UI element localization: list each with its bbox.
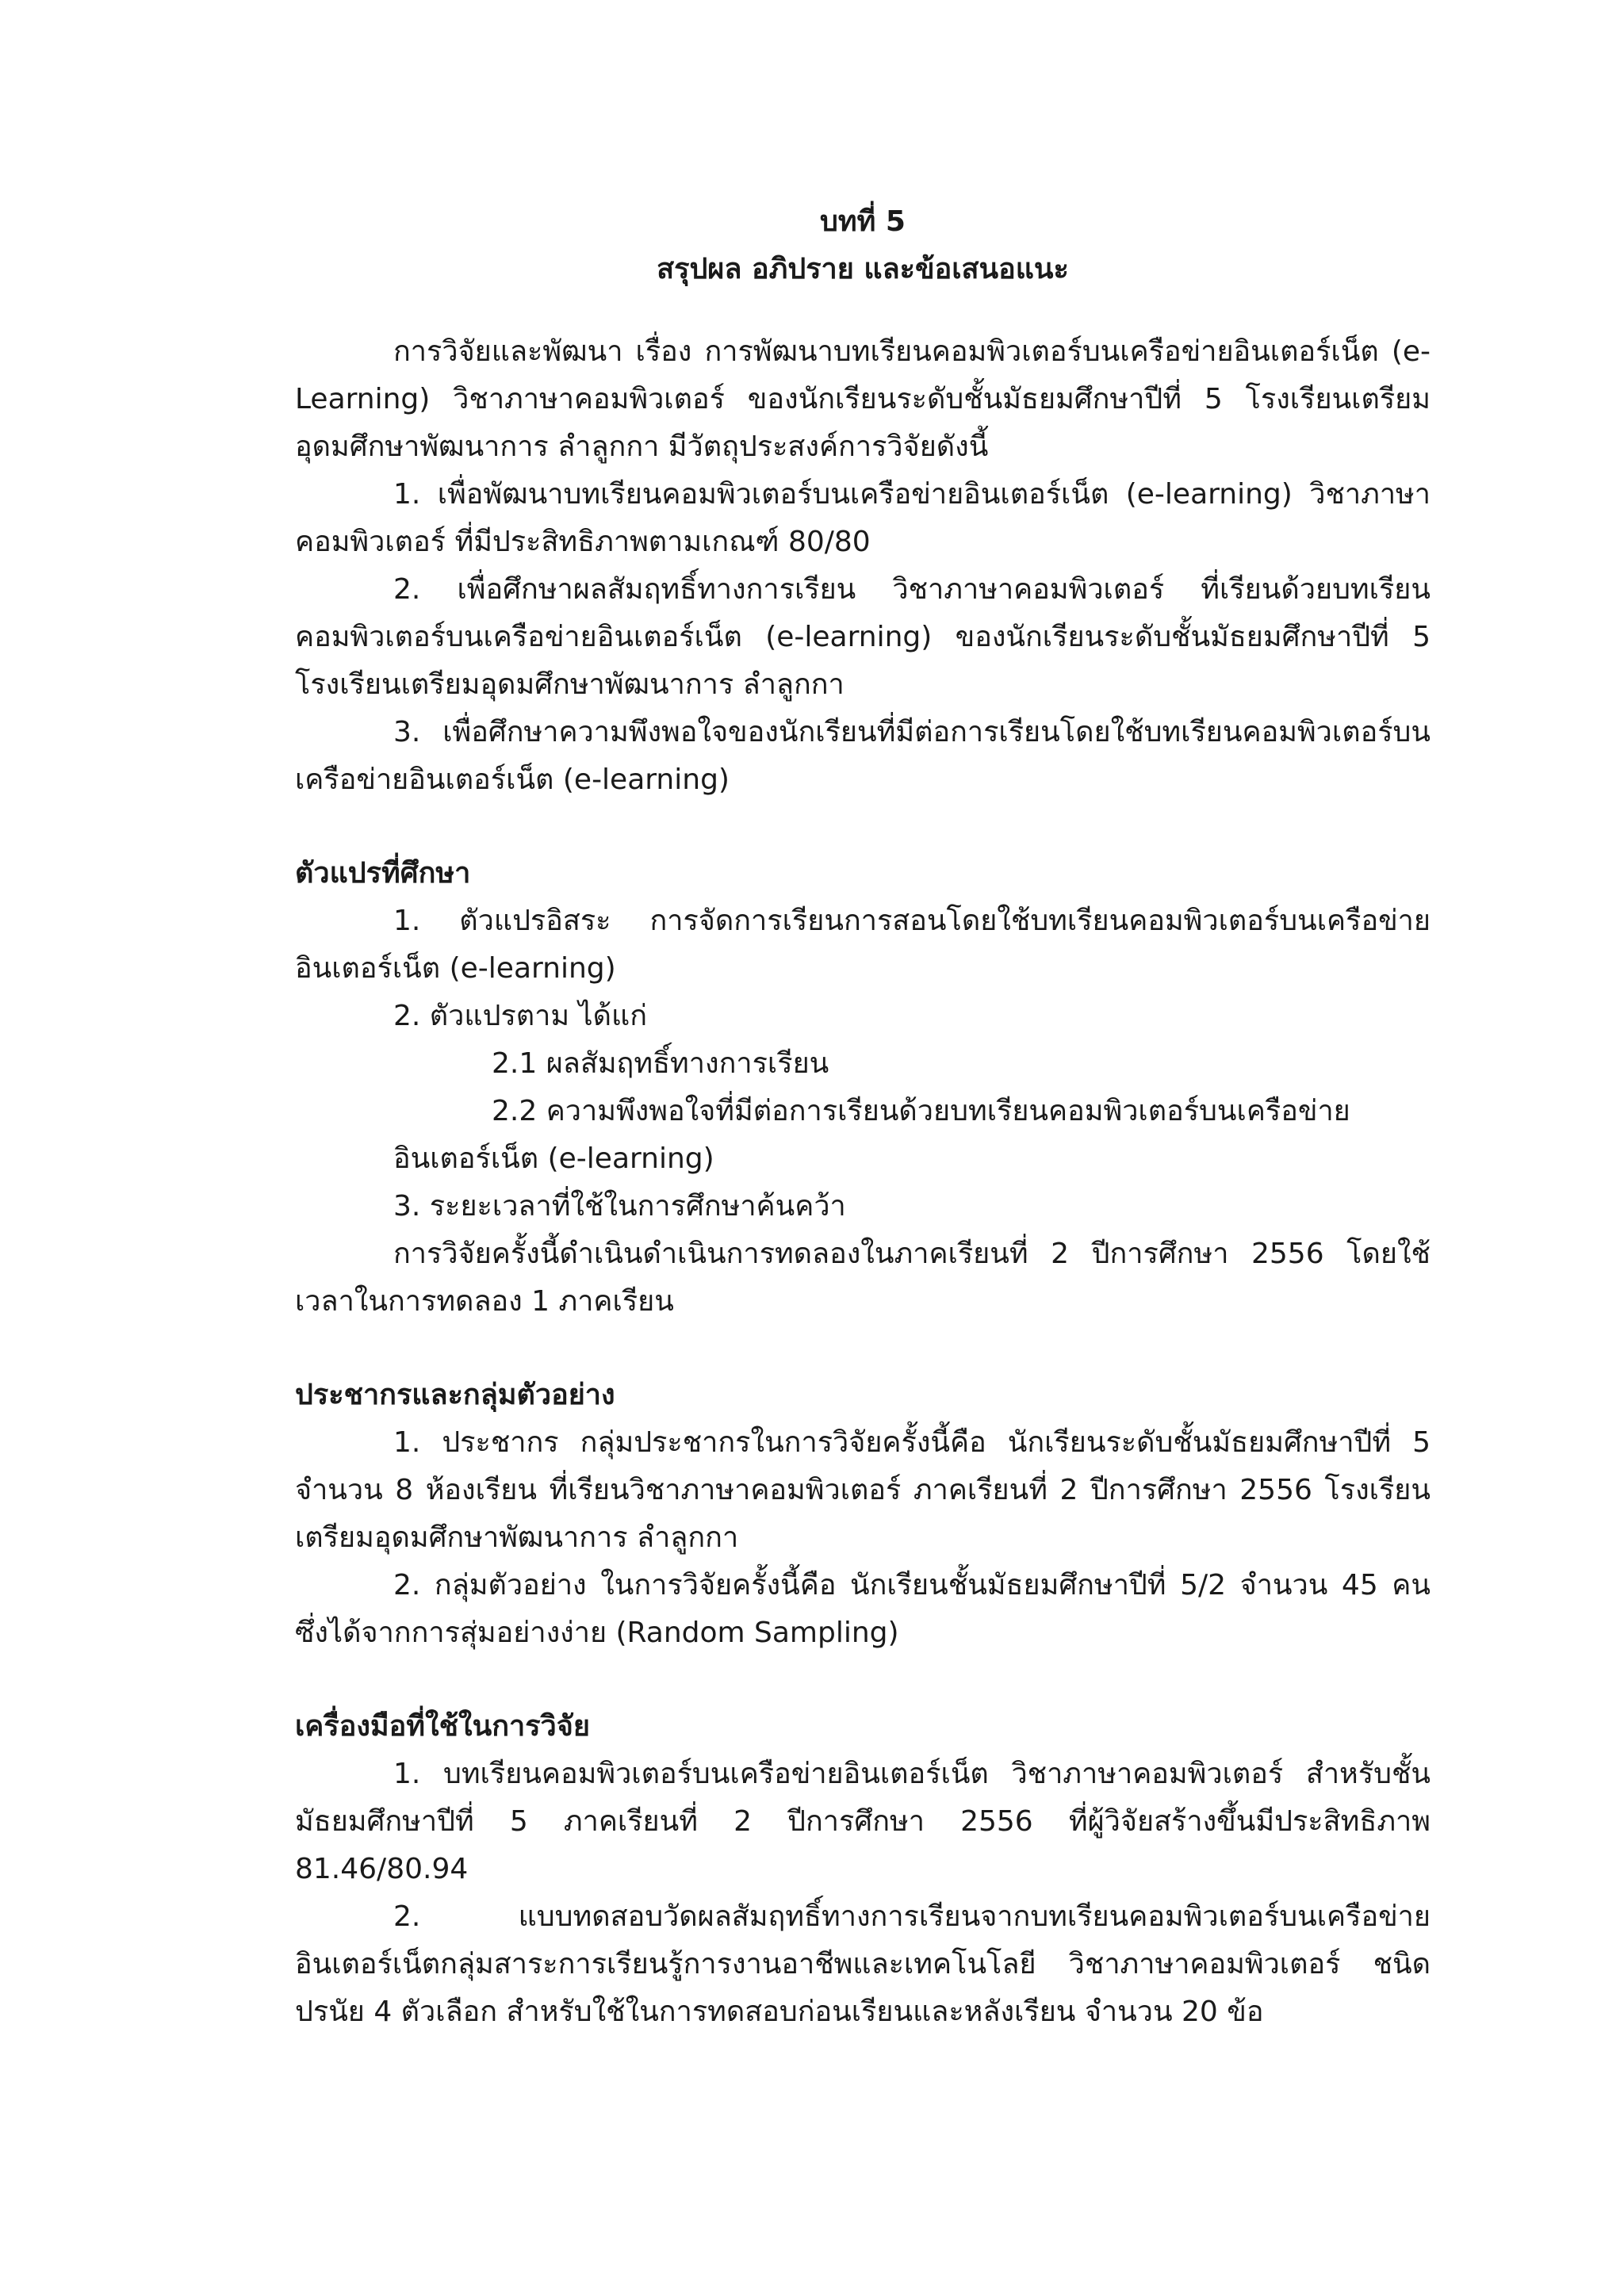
duration-paragraph: การวิจัยครั้งนี้ดำเนินดำเนินการทดลองในภาคเรียนที่ 2 ปีการศึกษา 2556 โดยใช้เวลาในการทดลอง 1 ภาคเรียน xyxy=(295,1238,1431,1318)
sample-item: 2. กลุ่มตัวอย่าง ในการวิจัยครั้งนี้คือ นักเรียนชั้นมัธยมศึกษาปีที่ 5/2 จำนวน 45 คน ซึ่งได้จากการสุ่มอย่างง่าย (Random Sampling) xyxy=(295,1569,1431,1649)
variable-duration: 3. ระยะเวลาที่ใช้ในการศึกษาค้นคว้า xyxy=(393,1190,846,1223)
chapter-number: บทที่ 5 xyxy=(820,205,906,238)
chapter-title: สรุปผล อภิปราย และข้อเสนอแนะ xyxy=(657,253,1069,285)
section-heading-tools: เครื่องมือที่ใช้ในการวิจัย xyxy=(295,1710,590,1743)
section-heading-population: ประชากรและกลุ่มตัวอย่าง xyxy=(295,1379,615,1411)
objective-item: 1. เพื่อพัฒนาบทเรียนคอมพิวเตอร์บนเครือข่ายอินเตอร์เน็ต (e-learning) วิชาภาษาคอมพิวเตอร์ ที่มีประสิทธิภาพตามเกณฑ์ 80/80 xyxy=(295,478,1431,558)
variable-independent: 1. ตัวแปรอิสระ การจัดการเรียนการสอนโดยใช้บทเรียนคอมพิวเตอร์บนเครือข่ายอินเตอร์เน็ต (e-learning) xyxy=(295,905,1431,985)
intro-paragraph: การวิจัยและพัฒนา เรื่อง การพัฒนาบทเรียนคอมพิวเตอร์บนเครือข่ายอินเตอร์เน็ต (e-Learning) วิชาภาษาคอมพิวเตอร์ ของนักเรียนระดับชั้นมัธยมศึกษาปีที่ 5 โรงเรียนเตรียมอุดมศึกษาพัฒนาการ ลำลูกกา มีวัตถุประสงค์การวิจัยดังนี้ xyxy=(295,335,1431,463)
variable-dependent: 2. ตัวแปรตาม ได้แก่ xyxy=(393,1000,648,1032)
population-item: 1. ประชากร กลุ่มประชากรในการวิจัยครั้งนี้คือ นักเรียนระดับชั้นมัธยมศึกษาปีที่ 5 จำนวน 8 ห้องเรียน ที่เรียนวิชาภาษาคอมพิวเตอร์ ภาคเรียนที่ 2 ปีการศึกษา 2556 โรงเรียนเตรียมอุดมศึกษาพัฒนาการ ลำลูกกา xyxy=(295,1426,1431,1554)
document-page xyxy=(295,198,1431,2036)
tool-item: 1. บทเรียนคอมพิวเตอร์บนเครือข่ายอินเตอร์เน็ต วิชาภาษาคอมพิวเตอร์ สำหรับชั้นมัธยมศึกษาปีที่ 5 ภาคเรียนที่ 2 ปีการศึกษา 2556 ที่ผู้วิจัยสร้างขึ้นมีประสิทธิภาพ 81.46/80.94 xyxy=(295,1758,1431,1885)
variable-dependent-sub-2-cont: อินเตอร์เน็ต (e-learning) xyxy=(393,1142,714,1175)
section-heading-variables: ตัวแปรที่ศึกษา xyxy=(295,857,471,890)
variable-dependent-sub-2: 2.2 ความพึงพอใจที่มีต่อการเรียนด้วยบทเรียนคอมพิวเตอร์บนเครือข่าย xyxy=(492,1095,1350,1127)
objective-item: 3. เพื่อศึกษาความพึงพอใจของนักเรียนที่มีต่อการเรียนโดยใช้บทเรียนคอมพิวเตอร์บนเครือข่ายอินเตอร์เน็ต (e-learning) xyxy=(295,716,1431,796)
tool-item: 2. แบบทดสอบวัดผลสัมฤทธิ์ทางการเรียนจากบทเรียนคอมพิวเตอร์บนเครือข่ายอินเตอร์เน็ตกลุ่มสาระการเรียนรู้การงานอาชีพและเทคโนโลยี วิชาภาษาคอมพิวเตอร์ ชนิดปรนัย 4 ตัวเลือก สำหรับใช้ในการทดสอบก่อนเรียนและหลังเรียน จำนวน 20 ข้อ xyxy=(295,1900,1431,2028)
variable-dependent-sub-1: 2.1 ผลสัมฤทธิ์ทางการเรียน xyxy=(492,1047,829,1080)
objective-item: 2. เพื่อศึกษาผลสัมฤทธิ์ทางการเรียน วิชาภาษาคอมพิวเตอร์ ที่เรียนด้วยบทเรียนคอมพิวเตอร์บนเครือข่ายอินเตอร์เน็ต (e-learning) ของนักเรียนระดับชั้นมัธยมศึกษาปีที่ 5 โรงเรียนเตรียมอุดมศึกษาพัฒนาการ ลำลูกกา xyxy=(295,573,1431,701)
